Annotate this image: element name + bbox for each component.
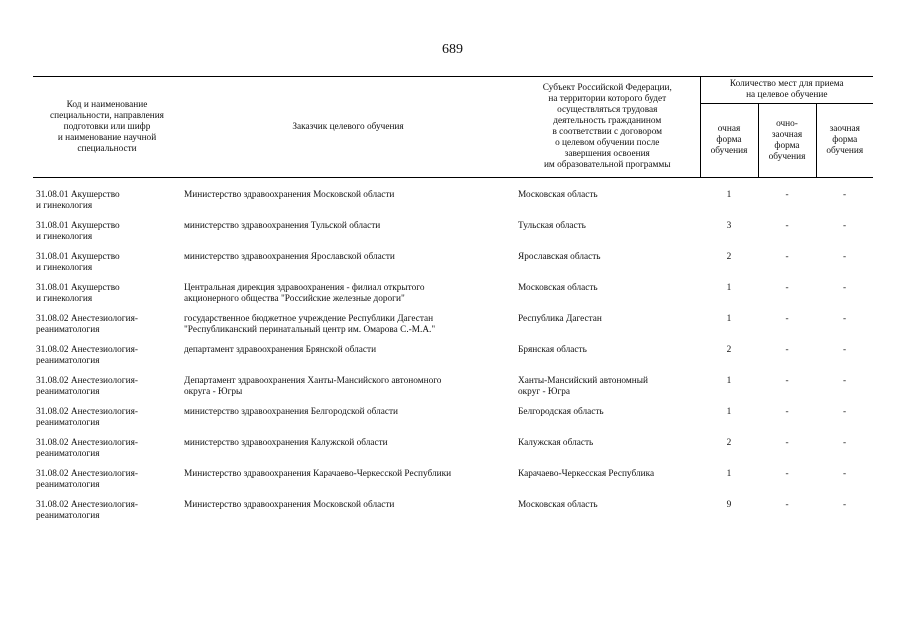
table-row	[33, 407, 873, 438]
cell-code: 31.08.01 Акушерство и гинекология	[36, 190, 120, 211]
cell-subject: Московская область	[518, 500, 598, 510]
cell-customer: Департамент здравоохранения Ханты-Мансийского автономного округа - Югры	[184, 376, 442, 397]
cell-code: 31.08.02 Анестезиология- реаниматология	[36, 500, 138, 521]
table-row	[33, 221, 873, 252]
cell-code: 31.08.02 Анестезиология- реаниматология	[36, 314, 138, 335]
cell-customer: государственное бюджетное учреждение Республики Дагестан "Республиканский перинатальный центр им. Омарова С.-М.А."	[184, 314, 436, 335]
cell-parttime: -	[842, 438, 847, 448]
cell-mixed: -	[785, 469, 789, 479]
page-number: 689	[442, 42, 463, 57]
cell-code: 31.08.01 Акушерство и гинекология	[36, 252, 120, 273]
cell-mixed: -	[785, 252, 789, 262]
cell-parttime: -	[842, 283, 847, 293]
header-mixed	[758, 104, 816, 178]
cell-parttime: -	[842, 469, 847, 479]
cell-customer: министерство здравоохранения Белгородской области	[184, 407, 399, 417]
cell-subject: Московская область	[518, 283, 598, 293]
header-quota	[700, 77, 873, 104]
cell-customer: Центральная дирекция здравоохранения - филиал открытого акционерного общества "Российские железные дороги"	[184, 283, 425, 304]
table-row	[33, 438, 873, 469]
cell-customer: министерство здравоохранения Калужской области	[184, 438, 388, 448]
cell-subject: Калужская область	[518, 438, 594, 448]
cell-mixed: -	[785, 314, 789, 324]
cell-mixed: -	[785, 438, 789, 448]
cell-customer: министерство здравоохранения Ярославской области	[184, 252, 395, 262]
header-subject	[515, 77, 700, 178]
cell-fulltime: 1	[726, 469, 732, 479]
cell-mixed: -	[785, 376, 789, 386]
cell-customer: Министерство здравоохранения Московской области	[184, 500, 395, 510]
table-row	[33, 376, 873, 407]
cell-parttime: -	[842, 314, 847, 324]
cell-fulltime: 1	[726, 407, 732, 417]
header-customer	[181, 77, 515, 178]
cell-fulltime: 2	[726, 438, 732, 448]
cell-mixed: -	[785, 283, 789, 293]
cell-subject: Московская область	[518, 190, 598, 200]
cell-parttime: -	[842, 190, 847, 200]
quota-table	[33, 76, 873, 531]
cell-code: 31.08.01 Акушерство и гинекология	[36, 283, 120, 304]
cell-customer: департамент здравоохранения Брянской области	[184, 345, 377, 355]
cell-subject: Карачаево-Черкесская Республика	[518, 469, 655, 479]
cell-mixed: -	[785, 407, 789, 417]
cell-subject: Брянская область	[518, 345, 587, 355]
cell-parttime: -	[842, 345, 847, 355]
cell-subject: Ярославская область	[518, 252, 601, 262]
cell-mixed: -	[785, 190, 789, 200]
header-parttime-text: заочная форма обучения	[826, 124, 864, 156]
cell-subject: Республика Дагестан	[518, 314, 602, 324]
cell-code: 31.08.01 Акушерство и гинекология	[36, 221, 120, 242]
cell-customer: министерство здравоохранения Тульской области	[184, 221, 381, 231]
header-customer-text: Заказчик целевого обучения	[292, 121, 404, 132]
cell-parttime: -	[842, 407, 847, 417]
cell-parttime: -	[842, 221, 847, 231]
cell-fulltime: 1	[726, 376, 732, 386]
cell-subject: Ханты-Мансийский автономный округ - Югра	[518, 376, 648, 397]
header-fulltime	[700, 104, 758, 178]
cell-fulltime: 3	[726, 221, 732, 231]
cell-mixed: -	[785, 345, 789, 355]
table-row	[33, 469, 873, 500]
cell-fulltime: 1	[726, 283, 732, 293]
cell-subject: Тульская область	[518, 221, 586, 231]
cell-fulltime: 1	[726, 190, 732, 200]
table-row	[33, 283, 873, 314]
header-subject-text: Субъект Российской Федерации, на территории которого будет осуществляться трудовая деятельность гражданином в соответствии с договором о целевом обучении после завершения освоения им образовательной программы	[542, 83, 672, 170]
cell-code: 31.08.02 Анестезиология- реаниматология	[36, 407, 138, 428]
header-fulltime-text: очная форма обучения	[710, 124, 748, 156]
table-row	[33, 345, 873, 376]
cell-code: 31.08.02 Анестезиология- реаниматология	[36, 438, 138, 459]
table-row	[33, 314, 873, 345]
header-code-text: Код и наименование специальности, направления подготовки или шифр и наименование научной специальности	[50, 99, 164, 154]
table-row	[33, 190, 873, 221]
cell-fulltime: 2	[726, 252, 732, 262]
header-quota-text: Количество мест для приема на целевое обучение	[729, 79, 844, 100]
cell-subject: Белгородская область	[518, 407, 604, 417]
header-mixed-text: очно- заочная форма обучения	[768, 118, 806, 162]
table-row	[33, 500, 873, 531]
cell-code: 31.08.02 Анестезиология- реаниматология	[36, 345, 138, 366]
cell-fulltime: 2	[726, 345, 732, 355]
cell-parttime: -	[842, 500, 847, 510]
cell-customer: Министерство здравоохранения Московской области	[184, 190, 395, 200]
cell-mixed: -	[785, 221, 789, 231]
header-code	[33, 77, 181, 178]
cell-fulltime: 9	[726, 500, 732, 510]
cell-parttime: -	[842, 252, 847, 262]
header-parttime	[816, 104, 873, 178]
cell-mixed: -	[785, 500, 789, 510]
cell-code: 31.08.02 Анестезиология- реаниматология	[36, 469, 138, 490]
cell-parttime: -	[842, 376, 847, 386]
cell-customer: Министерство здравоохранения Карачаево-Черкесской Республики	[184, 469, 452, 479]
table-row	[33, 252, 873, 283]
cell-code: 31.08.02 Анестезиология- реаниматология	[36, 376, 138, 397]
cell-fulltime: 1	[726, 314, 732, 324]
